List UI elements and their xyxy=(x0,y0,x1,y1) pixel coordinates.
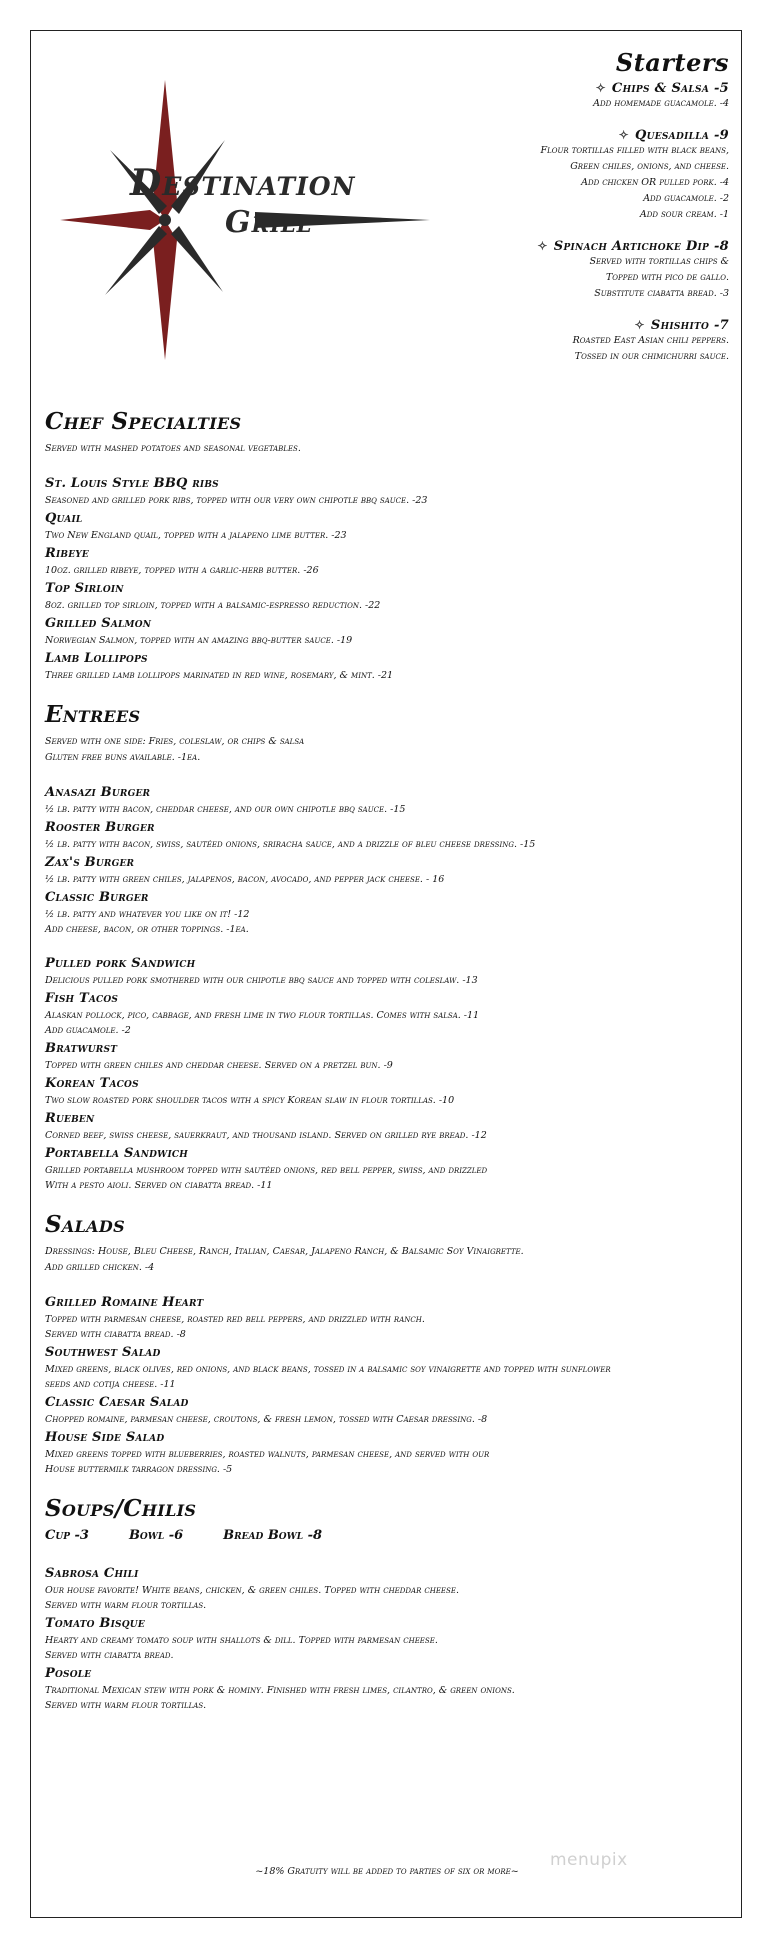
menu-item xyxy=(45,1294,735,1342)
starter-name: Chips & Salsa -5 xyxy=(611,81,729,96)
section-title: Chef Specialties xyxy=(45,408,242,435)
menu-item xyxy=(45,1394,735,1427)
destination-grill-logo xyxy=(55,80,435,360)
item-name: Lamb Lollipops xyxy=(45,651,148,666)
starter-desc: Add guacamole. -2 xyxy=(643,193,729,204)
section-note: Served with one side: Fries, coleslaw, or chips & salsa xyxy=(45,736,305,747)
section-title: Entrees xyxy=(45,701,141,728)
menu-item xyxy=(45,1665,735,1713)
starter-item xyxy=(429,81,729,112)
starter-desc: Served with tortillas chips & xyxy=(589,256,729,267)
item-desc: Hearty and creamy tomato soup with shallots & dill. Topped with parmesan cheese. xyxy=(45,1635,438,1646)
diamond-star-icon: ✧ xyxy=(634,318,645,332)
section-title: Salads xyxy=(45,1211,125,1238)
item-name: Fish Tacos xyxy=(45,991,119,1006)
item-name: Grilled Romaine Heart xyxy=(45,1295,204,1310)
gratuity-note: ~18% Gratuity will be added to parties of six or more~ xyxy=(255,1866,519,1877)
starter-desc: Substitute ciabatta bread. -3 xyxy=(594,288,729,299)
starter-name: Quesadilla -9 xyxy=(634,128,729,143)
menu-item xyxy=(45,990,735,1038)
item-name: Zax's Burger xyxy=(45,855,135,870)
menu-item xyxy=(45,545,735,578)
menu-item xyxy=(45,1615,735,1663)
menu-item xyxy=(45,1344,735,1392)
logo-wordmark-line1: Destination xyxy=(130,162,356,204)
menu-body xyxy=(45,408,735,1731)
entrees-section xyxy=(45,701,735,1193)
item-desc: Delicious pulled pork smothered with our chipotle bbq sauce and topped with coleslaw. -13 xyxy=(45,975,478,986)
starter-desc: Tossed in our chimichurri sauce. xyxy=(574,351,729,362)
item-name: House Side Salad xyxy=(45,1430,165,1445)
item-desc: Two slow roasted pork shoulder tacos with a spicy Korean slaw in flour tortillas. -10 xyxy=(45,1095,455,1106)
menu-item xyxy=(45,580,735,613)
item-desc: Alaskan pollock, pico, cabbage, and fresh lime in two flour tortillas. Comes with salsa. -11 xyxy=(45,1010,480,1021)
item-name: Quail xyxy=(45,511,83,526)
diamond-star-icon: ✧ xyxy=(595,81,606,95)
diamond-star-icon: ✧ xyxy=(537,239,548,253)
menu-item xyxy=(45,1565,735,1613)
item-name: Pulled pork Sandwich xyxy=(45,956,196,971)
starter-desc: Add homemade guacamole. -4 xyxy=(593,98,729,109)
item-desc: With a pesto aioli. Served on ciabatta bread. -11 xyxy=(45,1180,273,1191)
item-desc: Traditional Mexican stew with pork & hominy. Finished with fresh limes, cilantro, & green onions. xyxy=(45,1685,515,1696)
item-desc: 8oz. grilled top sirloin, topped with a balsamic-espresso reduction. -22 xyxy=(45,600,381,611)
item-desc: ½ lb. patty with green chiles, jalapenos, bacon, avocado, and pepper jack cheese. - 16 xyxy=(45,874,445,885)
watermark: menupix xyxy=(550,1850,628,1870)
item-desc: Topped with parmesan cheese, roasted red bell peppers, and drizzled with ranch. xyxy=(45,1314,425,1325)
soups-section xyxy=(45,1495,735,1713)
section-note: Dressings: House, Bleu Cheese, Ranch, Italian, Caesar, Jalapeno Ranch, & Balsamic Soy Vinaigrette. xyxy=(45,1246,524,1257)
starter-desc: Add sour cream. -1 xyxy=(639,209,729,220)
menu-item xyxy=(45,854,735,887)
menu-item xyxy=(45,1429,735,1477)
menu-item xyxy=(45,1145,735,1193)
menu-item xyxy=(45,475,735,508)
item-desc: Add guacamole. -2 xyxy=(45,1025,131,1036)
item-name: Sabrosa Chili xyxy=(45,1566,139,1581)
bread-bowl-price: Bread Bowl -8 xyxy=(223,1528,323,1543)
item-name: Anasazi Burger xyxy=(45,785,151,800)
item-desc: Add cheese, bacon, or other toppings. -1ea. xyxy=(45,924,249,935)
logo-wordmark-line2: Grill xyxy=(225,205,313,240)
item-desc: Mixed greens, black olives, red onions, and black beans, tossed in a balsamic soy vinaigrette and topped with sunflower xyxy=(45,1364,611,1375)
starter-desc: Roasted East Asian chili peppers. xyxy=(572,335,729,346)
item-desc: Served with ciabatta bread. -8 xyxy=(45,1329,186,1340)
section-title: Soups/Chilis xyxy=(45,1495,197,1522)
item-desc: ½ lb. patty and whatever you like on it! -12 xyxy=(45,909,250,920)
cup-price: Cup -3 xyxy=(45,1528,89,1543)
item-desc: Norwegian Salmon, topped with an amazing bbq-butter sauce. -19 xyxy=(45,635,353,646)
item-name: Ribeye xyxy=(45,546,89,561)
menu-item xyxy=(45,1040,735,1073)
menu-item xyxy=(45,889,735,937)
item-desc: Grilled portabella mushroom topped with sautéed onions, red bell pepper, swiss, and drizzled xyxy=(45,1165,488,1176)
menu-item xyxy=(45,819,735,852)
menu-item xyxy=(45,784,735,817)
salads-section xyxy=(45,1211,735,1477)
bowl-price: Bowl -6 xyxy=(128,1528,184,1543)
menu-item xyxy=(45,650,735,683)
menu-item xyxy=(45,615,735,648)
starter-desc: Topped with pico de gallo. xyxy=(605,272,729,283)
item-desc: Two New England quail, topped with a jalapeno lime butter. -23 xyxy=(45,530,347,541)
section-note: Gluten free buns available. -1ea. xyxy=(45,752,201,763)
item-desc: Served with warm flour tortillas. xyxy=(45,1600,207,1611)
menu-item xyxy=(45,510,735,543)
starter-name: Spinach Artichoke Dip -8 xyxy=(553,239,729,254)
item-name: Posole xyxy=(45,1666,92,1681)
item-desc: Served with warm flour tortillas. xyxy=(45,1700,207,1711)
item-desc: Seasoned and grilled pork ribs, topped with our very own chipotle bbq sauce. -23 xyxy=(45,495,428,506)
starter-desc: Add chicken OR pulled pork. -4 xyxy=(581,177,729,188)
starter-desc: Green chiles, onions, and cheese. xyxy=(570,161,729,172)
item-name: Top Sirloin xyxy=(45,581,124,596)
menu-item xyxy=(45,1075,735,1108)
starter-item xyxy=(429,128,729,223)
item-name: Korean Tacos xyxy=(45,1076,139,1091)
item-name: Bratwurst xyxy=(45,1041,118,1056)
starters-section xyxy=(429,48,729,381)
item-name: Classic Caesar Salad xyxy=(45,1395,189,1410)
soup-prices xyxy=(45,1528,735,1543)
diamond-star-icon: ✧ xyxy=(618,128,629,142)
item-name: Classic Burger xyxy=(45,890,149,905)
chef-specialties-section xyxy=(45,408,735,683)
starter-desc: Flour tortillas filled with black beans, xyxy=(540,145,729,156)
starter-name: Shishito -7 xyxy=(650,318,729,333)
item-name: Rooster Burger xyxy=(45,820,155,835)
item-desc: Three grilled lamb lollipops marinated in red wine, rosemary, & mint. -21 xyxy=(45,670,394,681)
item-desc: Mixed greens topped with blueberries, roasted walnuts, parmesan cheese, and served with our xyxy=(45,1449,490,1460)
starter-item xyxy=(429,239,729,302)
item-name: Southwest Salad xyxy=(45,1345,161,1360)
section-note: Add grilled chicken. -4 xyxy=(45,1262,155,1273)
item-name: St. Louis Style BBQ ribs xyxy=(45,476,219,491)
item-desc: Chopped romaine, parmesan cheese, croutons, & fresh lemon, tossed with Caesar dressing. -8 xyxy=(45,1414,488,1425)
item-desc: Corned beef, swiss cheese, sauerkraut, and thousand island. Served on grilled rye bread. -12 xyxy=(45,1130,487,1141)
section-note: Served with mashed potatoes and seasonal vegetables. xyxy=(45,443,301,454)
item-name: Portabella Sandwich xyxy=(45,1146,188,1161)
item-name: Rueben xyxy=(45,1111,95,1126)
item-desc: ½ lb. patty with bacon, swiss, sautéed onions, sriracha sauce, and a drizzle of bleu cheese dressing. -15 xyxy=(45,839,536,850)
item-desc: ½ lb. patty with bacon, cheddar cheese, and our own chipotle bbq sauce. -15 xyxy=(45,804,406,815)
item-desc: Served with ciabatta bread. xyxy=(45,1650,174,1661)
item-desc: 10oz. grilled ribeye, topped with a garlic-herb butter. -26 xyxy=(45,565,319,576)
item-desc: Our house favorite! White beans, chicken, & green chiles. Topped with cheddar cheese. xyxy=(45,1585,459,1596)
item-desc: Topped with green chiles and cheddar cheese. Served on a pretzel bun. -9 xyxy=(45,1060,393,1071)
item-name: Tomato Bisque xyxy=(45,1616,145,1631)
menu-item xyxy=(45,1110,735,1143)
item-desc: seeds and cotija cheese. -11 xyxy=(45,1379,176,1390)
starters-title: Starters xyxy=(615,48,729,77)
item-desc: House buttermilk tarragon dressing. -5 xyxy=(45,1464,233,1475)
menu-item xyxy=(45,955,735,988)
item-name: Grilled Salmon xyxy=(45,616,152,631)
starter-item xyxy=(429,318,729,365)
